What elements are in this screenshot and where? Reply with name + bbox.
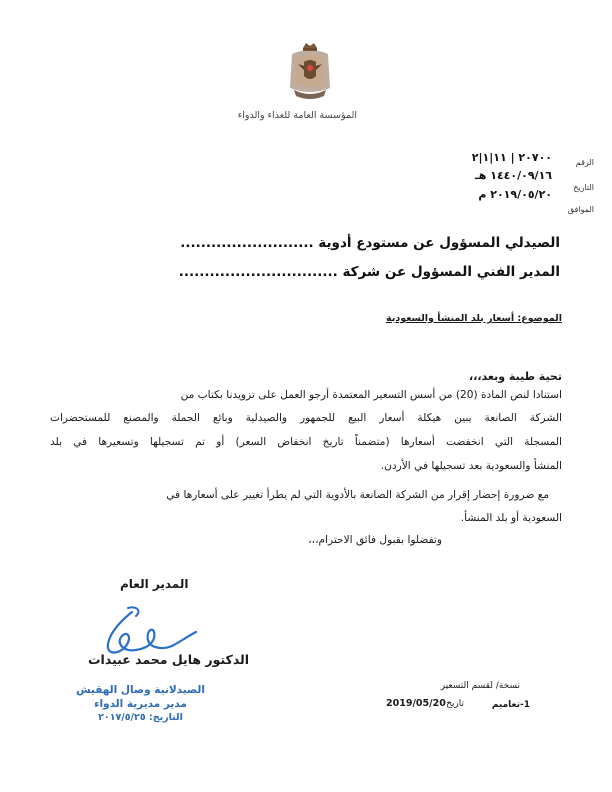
- organization-name: المؤسسة العامة للغذاء والدواء: [237, 110, 357, 121]
- subject-line: الموضوع: أسعار بلد المنشأ والسعودية: [386, 313, 562, 324]
- copy-to-item: 1-تعاميم: [491, 700, 530, 710]
- official-stamp: [68, 683, 213, 725]
- corresponding-label: الموافق: [567, 205, 594, 214]
- body-line: استنادا لنص المادة (20) من أسس التسعير المعتمدة أرجو العمل على تزويدنا بكتاب من: [180, 389, 562, 401]
- stamp-date: التاريخ: ٢٠١٧/٥/٢٥: [98, 712, 183, 723]
- body-line: المسجلة التي انخفضت أسعارها (متضمناً تاريخ انخفاض السعر) أو تم تسجيلها وتسعيرها في بلد: [50, 436, 562, 448]
- body-line: الشركة الصانعة يبين هيكلة أسعار البيع للجمهور والصيدلية وبائع الجملة والمصنع للمستحضرات: [50, 412, 562, 424]
- signatory-name: الدكتور هايل محمد عبيدات: [88, 652, 250, 667]
- stamp-name: الصيدلانية وصال الهقيش: [76, 684, 205, 696]
- addressee-technical-manager: المدير الفني المسؤول عن شركة ...............................: [178, 264, 560, 280]
- closing-line: وتفضلوا بقبول فائق الاحترام،،،: [308, 534, 442, 546]
- body-line: المنشأ والسعودية بعد تسجيلها في الأردن.: [380, 460, 562, 472]
- addressee-warehouse-pharmacist: الصيدلي المسؤول عن مستودع أدوية ..........................: [180, 235, 560, 251]
- copy-date-value: 2019/05/20: [386, 698, 446, 709]
- date-label: التاريخ: [573, 183, 594, 192]
- copy-to-label: نسخة/ لقسم التسعير: [440, 681, 520, 691]
- copy-date-label: تاريخ: [446, 699, 464, 709]
- general-manager-title: المدير العام: [120, 577, 189, 591]
- stamp-position: مدير مديرية الدواء: [94, 698, 187, 710]
- body-line: السعودية أو بلد المنشأ.: [460, 512, 562, 524]
- reference-number-value: ٢٠٧٠٠ | ١١|١|٢: [471, 151, 552, 164]
- date-gregorian: ٢٠١٩/٠٥/٢٠ م: [478, 188, 552, 201]
- greeting: تحية طيبة وبعد،،،: [469, 370, 562, 383]
- date-hijri: ١٤٤٠/٠٩/١٦ هـ: [475, 169, 552, 182]
- reference-number-label: الرقم: [575, 158, 594, 167]
- body-line: مع ضرورة إحضار إقرار من الشركة الصانعة بالأدوية التي لم يطرأ تغيير على أسعارها في: [166, 489, 549, 501]
- jordan-coat-of-arms-icon: [286, 40, 334, 102]
